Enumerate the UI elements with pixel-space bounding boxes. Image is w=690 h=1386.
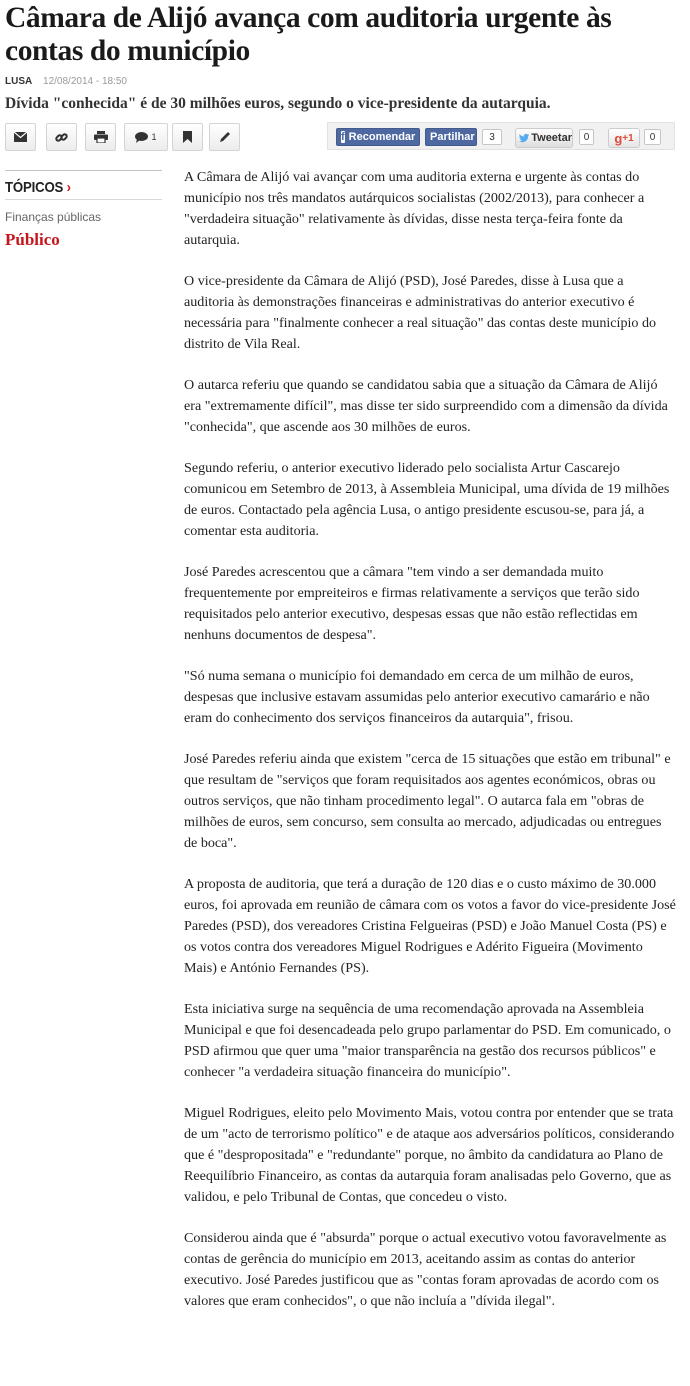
speech-bubble-icon <box>135 132 148 143</box>
article-body <box>184 167 677 1332</box>
article-date: 12/08/2014 - 18:50 <box>43 76 127 87</box>
comments-button[interactable] <box>124 123 168 151</box>
link-icon <box>55 131 68 144</box>
copy-link-button[interactable] <box>46 123 77 151</box>
sidebar <box>5 170 162 249</box>
publico-logo[interactable]: Público <box>5 230 60 249</box>
article-subhead: Dívida "conhecida" é de 30 milhões euros, segundo o vice-presidente da autarquia. <box>5 95 551 112</box>
topics-label: TÓPICOS <box>5 179 64 196</box>
tweet-button[interactable] <box>515 128 573 148</box>
tweet-count-value: 0 <box>583 131 590 143</box>
topic-link-financas-publicas[interactable]: Finanças públicas <box>5 210 102 224</box>
pencil-icon <box>219 131 231 143</box>
facebook-recommend-button[interactable] <box>336 128 420 146</box>
topics-divider <box>5 199 162 200</box>
facebook-share-count <box>482 129 502 145</box>
comments-count: 1 <box>151 132 157 142</box>
article-paragraph: Esta iniciativa surge na sequência de uma recomendação aprovada na Assembleia Municipal e que foi desencadeada pelo grupo parlamentar do PSD. Em comunicado, o PSD afirmou que quer uma "maior transparência na gestão dos recursos públicos" e conhecer "a verdadeira situação financeira do município". <box>184 1001 671 1080</box>
bookmark-button[interactable] <box>172 123 203 151</box>
email-button[interactable] <box>5 123 36 151</box>
article-paragraph: Considerou ainda que é "absurda" porque o actual executivo votou favoravelmente as contas de gerência do município em 2013, aceitando assim as contas do anterior executivo. José Paredes justificou que as "contas foram aprovadas de acordo com os valores que eram conhecidos", o que não incluía a "dívida ilegal". <box>184 1230 667 1309</box>
article-paragraph: José Paredes referiu ainda que existem "cerca de 15 situações que estão em tribunal" e que resultam de "serviços que foram requisitados aos agentes económicos, obras ou outros serviços, que não tinham procedimento legal". O autarca fala em "obras de milhões de euros, sem concurso, sem consulta ao mercado, adjudicadas ou entregues de boca". <box>184 751 671 851</box>
facebook-icon: f <box>341 131 345 143</box>
google-plus-count <box>644 129 661 145</box>
facebook-share-button[interactable] <box>425 128 477 146</box>
article-paragraph: O vice-presidente da Câmara de Alijó (PSD), José Paredes, disse à Lusa que a auditoria às demonstrações financeiras e administrativas do anterior executivo é necessária para "finalmente conhecer a real situação" das contas deste município do distrito de Vila Real. <box>184 273 657 352</box>
twitter-bird-icon <box>519 133 529 143</box>
google-plus-count-value: 0 <box>649 131 656 143</box>
tweet-count <box>579 129 594 145</box>
bookmark-icon <box>183 131 192 143</box>
article-paragraph: A Câmara de Alijó vai avançar com uma auditoria externa e urgente às contas do município nos três mandatos autárquicos socialistas (2002/2013), para conhecer a "verdadeira situação" relativamente às dívidas, disse nesta terça-feira fonte da autarquia. <box>184 169 645 248</box>
printer-icon <box>94 131 108 143</box>
article-paragraph: Segundo referiu, o anterior executivo liderado pelo socialista Artur Cascarejo comunicou em Setembro de 2013, à Assembleia Municipal, uma dívida de 19 milhões de euros. Contactado pela agência Lusa, o antigo presidente escusou-se, para já, a comentar esta auditoria. <box>184 460 670 539</box>
facebook-share-label: Partilhar <box>430 131 475 143</box>
google-plus-button[interactable] <box>608 128 640 148</box>
google-plus-label: +1 <box>622 132 634 144</box>
article-author[interactable]: LUSA <box>5 76 33 87</box>
google-plus-icon: g <box>614 130 623 146</box>
chevron-right-icon: › <box>66 179 71 196</box>
article-meta <box>5 76 127 87</box>
article-paragraph: A proposta de auditoria, que terá a duração de 120 dias e o custo máximo de 30.000 euros, foi aprovada em reunião de câmara com os votos a favor do vice-presidente José Paredes (PSD), dos vereadores Cristina Felgueiras (PSD) e João Manuel Costa (PS) e os votos contra dos vereadores Miguel Rodrigues e Adérito Figueira (Movimento Mais) e António Fernandes (PS). <box>184 876 676 976</box>
tweet-label: Tweetar <box>531 132 572 144</box>
topics-heading[interactable] <box>5 179 143 196</box>
article-paragraph: O autarca referiu que quando se candidatou sabia que a situação da Câmara de Alijó era "extremamente difícil", mas disse ter sido surpreendido com a dimensão da dívida "conhecida", que ascende aos 30 milhões de euros. <box>184 377 668 435</box>
social-share-bar <box>327 122 675 150</box>
facebook-recommend-label: Recomendar <box>348 131 416 143</box>
article-headline: Câmara de Alijó avança com auditoria urgente às contas do município <box>5 2 612 67</box>
facebook-count-value: 3 <box>489 131 495 143</box>
edit-button[interactable] <box>209 123 240 151</box>
sidebar-top-rule <box>5 170 162 171</box>
article-paragraph: José Paredes acrescentou que a câmara "tem vindo a ser demandada muito frequentemente por empreiteiros e firmas relativamente a serviços que terão sido requisitados pelo anterior executivo, despesas essas que não estão reflectidas em nenhuns documentos de despesa". <box>184 564 640 643</box>
article-paragraph: "Só numa semana o município foi demandado em cerca de um milhão de euros, despesas que inclusive estavam assumidas pelo anterior executivo camarário e não eram do conhecimento dos serviços financeiros da autarquia", frisou. <box>184 668 650 726</box>
envelope-icon <box>14 132 27 142</box>
article-paragraph: Miguel Rodrigues, eleito pelo Movimento Mais, votou contra por entender que se trata de um "acto de terrorismo político" e de ataque aos adversários políticos, considerando que é "despropositada" e "redundante" porque, no âmbito da candidatura ao Plano de Reequilíbrio Financeiro, as contas da autarquia foram analisadas pelo Governo, que as validou, e pelo Tribunal de Contas, que concedeu o visto. <box>184 1105 675 1205</box>
print-button[interactable] <box>85 123 116 151</box>
